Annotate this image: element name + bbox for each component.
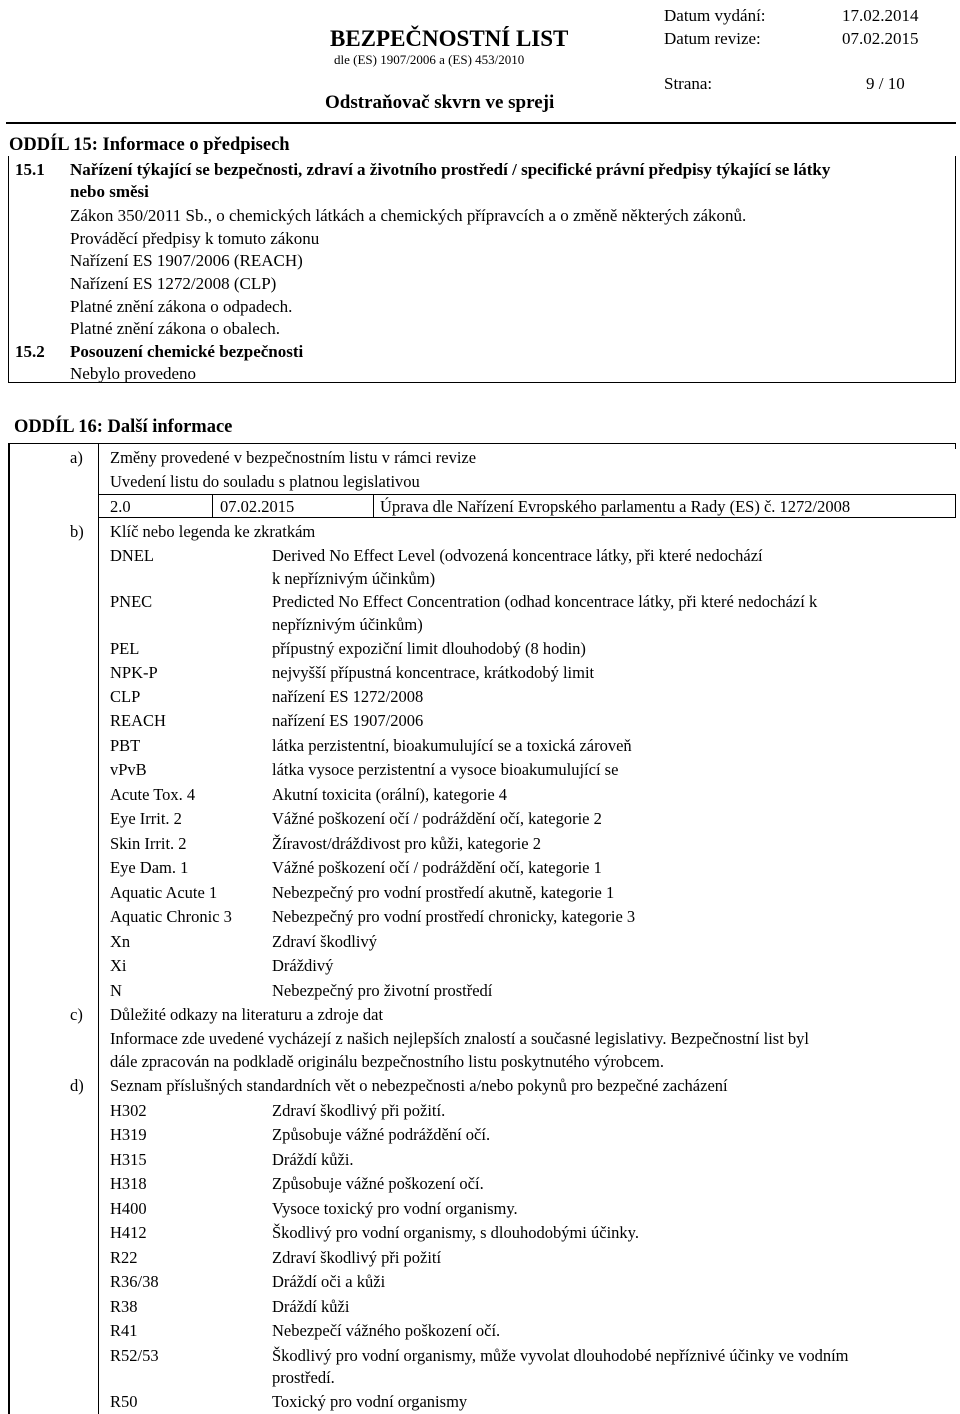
phrase-text: Způsobuje vážné poškození očí. bbox=[272, 1174, 484, 1193]
regulation-reference: dle (ES) 1907/2006 a (ES) 453/2010 bbox=[334, 52, 525, 67]
revision-date-label: Datum revize: bbox=[664, 29, 761, 48]
phrase-text: Toxický pro vodní organismy bbox=[272, 1392, 468, 1411]
abbreviation-code: CLP bbox=[110, 687, 141, 706]
item-c-text: dále zpracován na podkladě originálu bezpečnostního listu poskytnutého výrobcem. bbox=[110, 1052, 664, 1071]
abbreviation-code: Aquatic Acute 1 bbox=[110, 883, 218, 902]
abbreviation-code: PNEC bbox=[110, 592, 153, 611]
item-a-letter: a) bbox=[70, 448, 83, 467]
phrase-code: H318 bbox=[110, 1174, 147, 1193]
subsection-15-1-number: 15.1 bbox=[15, 160, 45, 179]
item-a-subtitle: Uvedení listu do souladu s platnou legislativou bbox=[110, 472, 420, 491]
abbreviation-code: Eye Dam. 1 bbox=[110, 858, 189, 877]
law-line: Nařízení ES 1907/2006 (REACH) bbox=[70, 251, 303, 270]
law-line: Platné znění zákona o odpadech. bbox=[70, 297, 293, 316]
abbreviation-description: Dráždivý bbox=[272, 956, 334, 975]
revision-version: 2.0 bbox=[110, 497, 131, 516]
abbreviation-description: Zdraví škodlivý bbox=[272, 932, 377, 951]
phrase-text: Škodlivý pro vodní organismy, s dlouhodobými účinky. bbox=[272, 1223, 639, 1242]
abbreviation-description: nepříznivým účinkům) bbox=[272, 615, 423, 634]
phrase-text: Dráždí kůži. bbox=[272, 1150, 354, 1169]
abbreviation-code: REACH bbox=[110, 711, 166, 730]
item-d-title: Seznam příslušných standardních vět o nebezpečnosti a/nebo pokynů pro bezpečné zacházení bbox=[110, 1076, 728, 1095]
phrase-text: Dráždí kůži bbox=[272, 1297, 350, 1316]
page-number: 9 / 10 bbox=[866, 74, 905, 93]
phrase-code: R36/38 bbox=[110, 1272, 159, 1291]
abbreviation-code: Aquatic Chronic 3 bbox=[110, 907, 232, 926]
abbreviation-code: PBT bbox=[110, 736, 141, 755]
section-15-heading: ODDÍL 15: Informace o předpisech bbox=[9, 135, 290, 155]
abbreviation-description: Akutní toxicita (orální), kategorie 4 bbox=[272, 785, 508, 804]
abbreviation-description: Predicted No Effect Concentration (odhad koncentrace látky, při které nedochází k bbox=[272, 592, 818, 611]
law-line: Zákon 350/2011 Sb., o chemických látkách a chemických přípravcích a o změně některých zákonů. bbox=[70, 206, 747, 225]
abbreviation-description: Vážné poškození očí / podráždění očí, kategorie 1 bbox=[272, 858, 602, 877]
abbreviation-code: Eye Irrit. 2 bbox=[110, 809, 182, 828]
abbreviation-description: nejvyšší přípustná koncentrace, krátkodobý limit bbox=[272, 663, 595, 682]
item-d-letter: d) bbox=[70, 1076, 84, 1095]
item-c-letter: c) bbox=[70, 1005, 83, 1024]
abbreviation-description: k nepříznivým účinkům) bbox=[272, 569, 436, 588]
product-name: Odstraňovač skvrn ve spreji bbox=[325, 92, 555, 113]
phrase-code: R41 bbox=[110, 1321, 138, 1340]
abbreviation-code: Xi bbox=[110, 956, 127, 975]
abbreviation-description: Nebezpečný pro vodní prostředí chronicky, kategorie 3 bbox=[272, 907, 636, 926]
section-16-right-border bbox=[955, 443, 956, 449]
abbreviation-description: nařízení ES 1907/2006 bbox=[272, 711, 424, 730]
item-b-title: Klíč nebo legenda ke zkratkám bbox=[110, 522, 316, 541]
phrase-code: H412 bbox=[110, 1223, 147, 1242]
abbreviation-code: vPvB bbox=[110, 760, 147, 779]
law-line: Platné znění zákona o obalech. bbox=[70, 319, 281, 338]
abbreviation-code: DNEL bbox=[110, 546, 154, 565]
item-a-title: Změny provedené v bezpečnostním listu v rámci revize bbox=[110, 448, 477, 467]
subsection-15-2-text: Nebylo provedeno bbox=[70, 364, 197, 383]
section-16-left-border bbox=[8, 443, 10, 1414]
revision-table-divider bbox=[212, 494, 213, 518]
phrase-code: H319 bbox=[110, 1125, 147, 1144]
phrase-text: Způsobuje vážné podráždění očí. bbox=[272, 1125, 491, 1144]
abbreviation-description: látka perzistentní, bioakumulující se a toxická zároveň bbox=[272, 736, 632, 755]
subsection-15-2-title: Posouzení chemické bezpečnosti bbox=[70, 342, 304, 361]
abbreviation-description: Nebezpečný pro životní prostředí bbox=[272, 981, 493, 1000]
abbreviation-code: NPK-P bbox=[110, 663, 158, 682]
header-divider bbox=[6, 122, 956, 124]
revision-table-right bbox=[955, 494, 956, 518]
item-b-letter: b) bbox=[70, 522, 84, 541]
phrase-text: Nebezpečí vážného poškození očí. bbox=[272, 1321, 501, 1340]
item-c-title: Důležité odkazy na literaturu a zdroje dat bbox=[110, 1005, 384, 1024]
phrase-text: Zdraví škodlivý při požití bbox=[272, 1248, 442, 1267]
section-15-left-border bbox=[8, 156, 9, 382]
issue-date-label: Datum vydání: bbox=[664, 6, 766, 25]
abbreviation-description: Nebezpečný pro vodní prostředí akutně, kategorie 1 bbox=[272, 883, 615, 902]
phrase-code: R38 bbox=[110, 1297, 138, 1316]
abbreviation-description: Žíravost/dráždivost pro kůži, kategorie 2 bbox=[272, 834, 541, 853]
phrase-code: R22 bbox=[110, 1248, 138, 1267]
law-line: Nařízení ES 1272/2008 (CLP) bbox=[70, 274, 277, 293]
revision-table-top bbox=[98, 494, 956, 495]
document-title: BEZPEČNOSTNÍ LIST bbox=[330, 26, 569, 51]
phrase-code: R50 bbox=[110, 1392, 138, 1411]
abbreviation-code: Xn bbox=[110, 932, 131, 951]
item-c-text: Informace zde uvedené vycházejí z našich nejlepších znalostí a současné legislativy. Bezpečnostní list byl bbox=[110, 1029, 810, 1048]
phrase-text: Zdraví škodlivý při požití. bbox=[272, 1101, 446, 1120]
revision-change: Úprava dle Nařízení Evropského parlamentu a Rady (ES) č. 1272/2008 bbox=[380, 497, 851, 516]
abbreviation-code: PEL bbox=[110, 639, 140, 658]
subsection-15-1-title-cont: nebo směsi bbox=[70, 182, 149, 201]
abbreviation-description: látka vysoce perzistentní a vysoce bioakumulující se bbox=[272, 760, 619, 779]
page-label: Strana: bbox=[664, 74, 713, 93]
subsection-15-1-title: Nařízení týkající se bezpečnosti, zdraví a životního prostředí / specifické právní předpisy týkající se látky bbox=[70, 160, 831, 179]
phrase-text: prostředí. bbox=[272, 1368, 335, 1387]
law-line: Prováděcí předpisy k tomuto zákonu bbox=[70, 229, 320, 248]
abbreviation-description: Derived No Effect Level (odvozená koncentrace látky, při které nedochází bbox=[272, 546, 763, 565]
abbreviation-code: Skin Irrit. 2 bbox=[110, 834, 187, 853]
phrase-text: Vysoce toxický pro vodní organismy. bbox=[272, 1199, 518, 1218]
issue-date: 17.02.2014 bbox=[842, 6, 919, 25]
abbreviation-description: nařízení ES 1272/2008 bbox=[272, 687, 424, 706]
revision-table-bottom bbox=[98, 517, 956, 518]
revision-date-cell: 07.02.2015 bbox=[220, 497, 295, 516]
revision-table-divider bbox=[373, 494, 374, 518]
section-16-heading-rule bbox=[8, 443, 956, 444]
abbreviation-code: Acute Tox. 4 bbox=[110, 785, 196, 804]
phrase-text: Škodlivý pro vodní organismy, může vyvolat dlouhodobé nepříznivé účinky ve vodním bbox=[272, 1346, 849, 1365]
phrase-code: H400 bbox=[110, 1199, 147, 1218]
phrase-code: H315 bbox=[110, 1150, 147, 1169]
phrase-code: H302 bbox=[110, 1101, 147, 1120]
abbreviation-description: přípustný expoziční limit dlouhodobý (8 hodin) bbox=[272, 639, 586, 658]
revision-date: 07.02.2015 bbox=[842, 29, 919, 48]
phrase-code: R52/53 bbox=[110, 1346, 159, 1365]
section-15-right-border bbox=[955, 156, 956, 382]
phrase-text: Dráždí oči a kůži bbox=[272, 1272, 386, 1291]
section-16-heading: ODDÍL 16: Další informace bbox=[14, 417, 233, 437]
abbreviation-description: Vážné poškození očí / podráždění očí, kategorie 2 bbox=[272, 809, 602, 828]
subsection-15-2-number: 15.2 bbox=[15, 342, 45, 361]
abbreviation-code: N bbox=[110, 981, 122, 1000]
section-16-inner-border bbox=[98, 443, 99, 1414]
